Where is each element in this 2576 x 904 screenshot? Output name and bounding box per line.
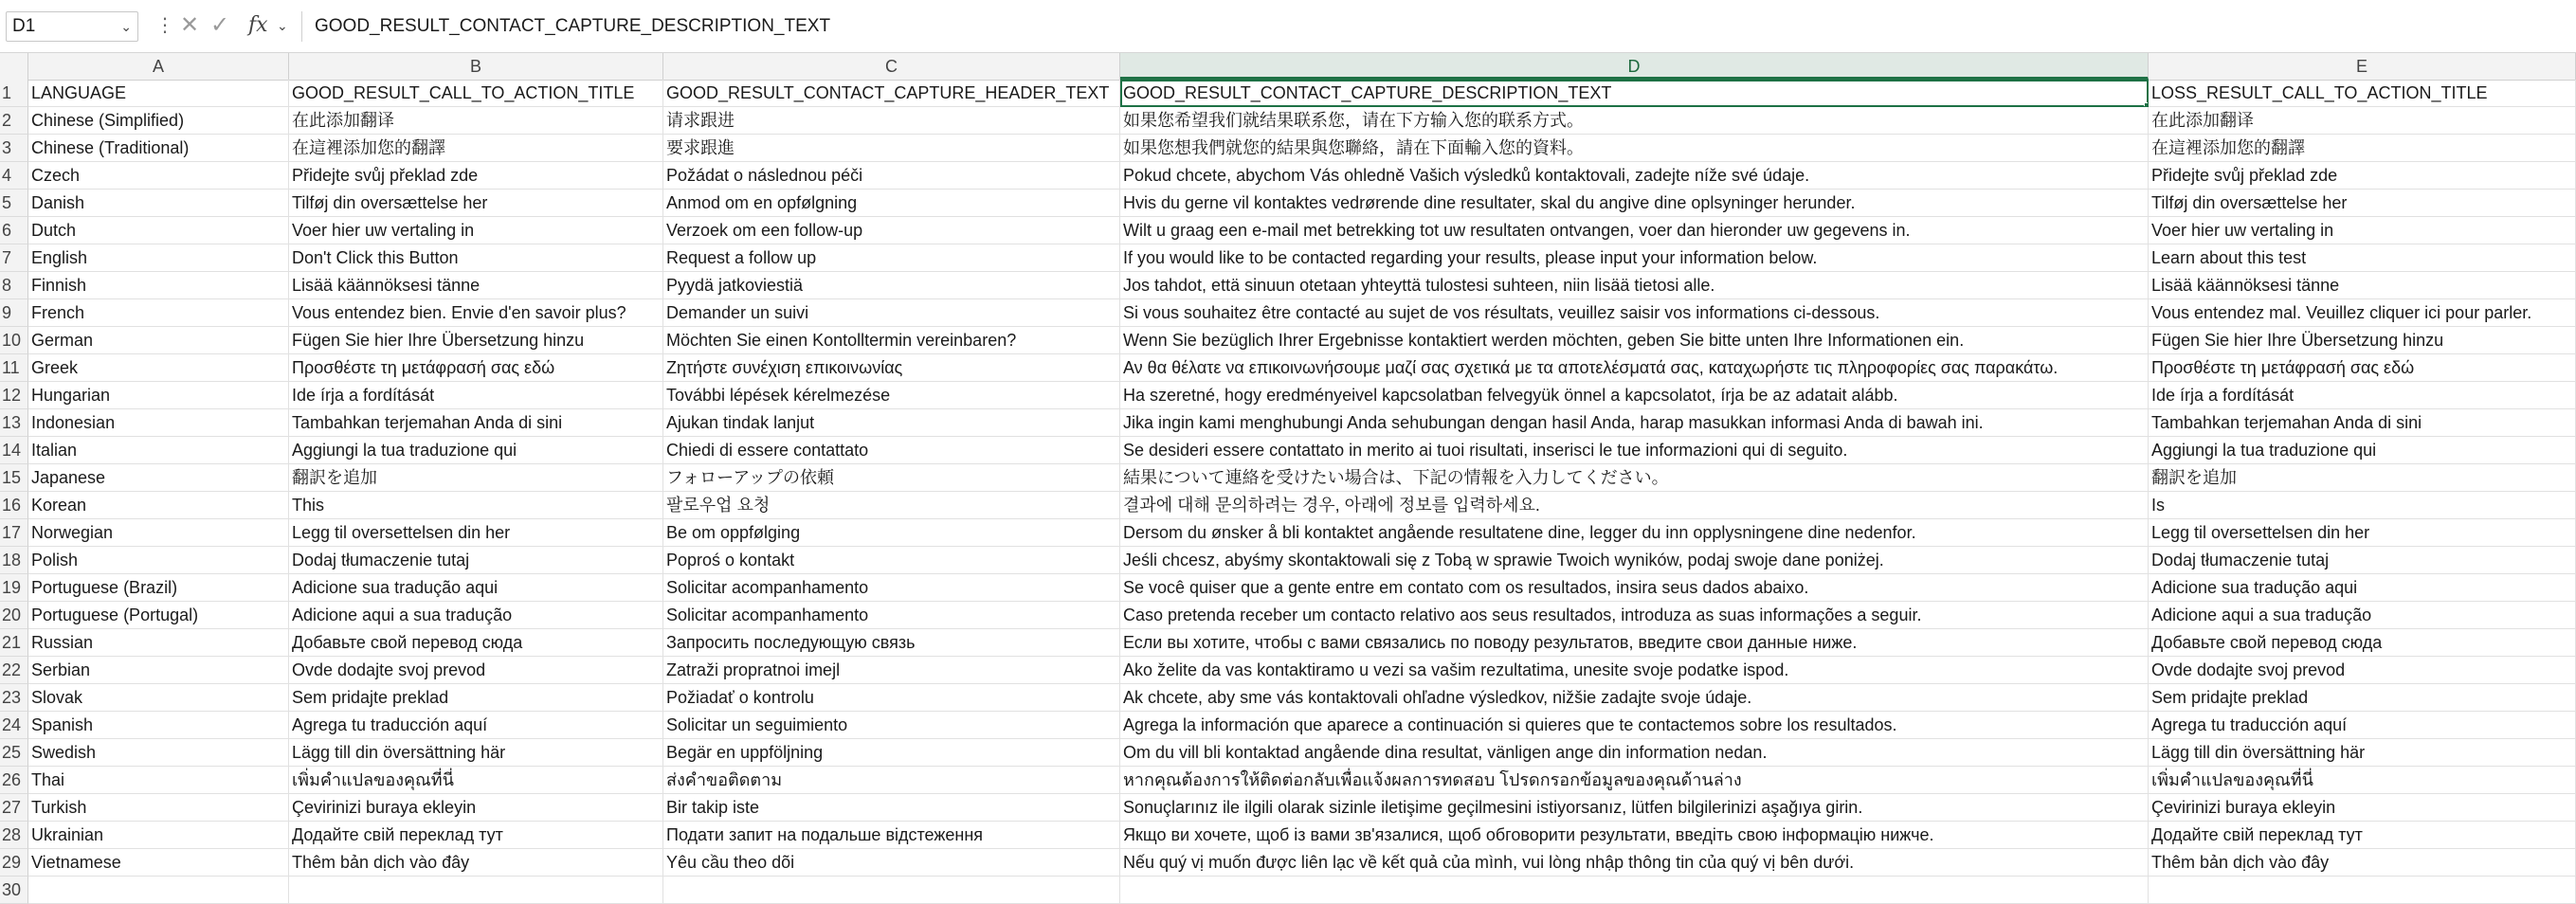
cell-a8[interactable]: Finnish (28, 272, 289, 299)
insert-function-icon[interactable]: fx (248, 13, 268, 37)
cell-d14[interactable]: Se desideri essere contattato in merito ai tuoi risultati, inserisci le tue informazioni qui di seguito. (1120, 437, 2149, 464)
table-row (0, 299, 2576, 327)
cell-e7[interactable]: Learn about this test (2149, 244, 2576, 272)
table-row (0, 519, 2576, 547)
cell-b6[interactable]: Voer hier uw vertaling in (289, 217, 663, 244)
cell-a14[interactable]: Italian (28, 437, 289, 464)
cell-b20[interactable]: Adicione aqui a sua tradução (289, 602, 663, 629)
cell-e14[interactable]: Aggiungi la tua traduzione qui (2149, 437, 2576, 464)
row-header[interactable]: 15 (0, 464, 28, 492)
cell-e6[interactable]: Voer hier uw vertaling in (2149, 217, 2576, 244)
column-header-row (0, 53, 2576, 81)
cell-d25[interactable]: Om du vill bli kontaktad angående dina resultat, vänligen ange din information nedan. (1120, 739, 2149, 767)
cell-e12[interactable]: Ide írja a fordítását (2149, 382, 2576, 409)
cell-d7[interactable]: If you would like to be contacted regarding your results, please input your information below. (1120, 244, 2149, 272)
cell-b9[interactable]: Vous entendez bien. Envie d'en savoir plus? (289, 299, 663, 327)
cell-e26[interactable]: เพิ่มคำแปลของคุณที่นี่ (2149, 767, 2576, 794)
cell-d16[interactable]: 결과에 대해 문의하려는 경우, 아래에 정보를 입력하세요. (1120, 492, 2149, 519)
row-header[interactable]: 21 (0, 629, 28, 657)
cell-a23[interactable]: Slovak (28, 684, 289, 712)
cell-c10[interactable]: Möchten Sie einen Kontolltermin vereinbaren? (663, 327, 1120, 354)
cell-c14[interactable]: Chiedi di essere contattato (663, 437, 1120, 464)
cell-e8[interactable]: Lisää käännöksesi tänne (2149, 272, 2576, 299)
cell-d17[interactable]: Dersom du ønsker å bli kontaktet angående resultatene dine, legger du inn opplysningene dine nedenfor. (1120, 519, 2149, 547)
cell-c27[interactable]: Bir takip iste (663, 794, 1120, 822)
cell-e3[interactable]: 在這裡添加您的翻譯 (2149, 135, 2576, 162)
cell-d11[interactable]: Αν θα θέλατε να επικοινωνήσουμε μαζί σας σχετικά με τα αποτελέσματά σας, καταχωρήστε τις πληροφορίες σας παρακάτω. (1120, 354, 2149, 382)
cell-e1[interactable]: LOSS_RESULT_CALL_TO_ACTION_TITLE (2149, 80, 2576, 107)
table-row (0, 629, 2576, 657)
table-row (0, 849, 2576, 877)
cell-e23[interactable]: Sem pridajte preklad (2149, 684, 2576, 712)
cell-d15[interactable]: 結果について連絡を受けたい場合は、下記の情報を入力してください。 (1120, 464, 2149, 492)
cell-a16[interactable]: Korean (28, 492, 289, 519)
cell-e28[interactable]: Додайте свій переклад тут (2149, 822, 2576, 849)
cell-b21[interactable]: Добавьте свой перевод сюда (289, 629, 663, 657)
cell-e16[interactable]: Is (2149, 492, 2576, 519)
cell-e9[interactable]: Vous entendez mal. Veuillez cliquer ici pour parler. (2149, 299, 2576, 327)
cell-c11[interactable]: Ζητήστε συνέχιση επικοινωνίας (663, 354, 1120, 382)
table-row (0, 244, 2576, 272)
column-header-c[interactable]: C (663, 53, 1120, 80)
fill-handle[interactable] (2144, 102, 2149, 107)
cell-c3[interactable]: 要求跟進 (663, 135, 1120, 162)
spreadsheet-grid[interactable] (0, 53, 2576, 904)
cell-a15[interactable]: Japanese (28, 464, 289, 492)
more-options-icon[interactable]: ⋮ (155, 15, 174, 36)
table-row (0, 464, 2576, 492)
cell-c4[interactable]: Požádat o následnou péči (663, 162, 1120, 190)
row-header[interactable]: 1 (0, 80, 28, 107)
chevron-down-icon[interactable]: ⌄ (120, 19, 132, 34)
table-row (0, 877, 2576, 904)
row-header[interactable]: 27 (0, 794, 28, 822)
table-row (0, 162, 2576, 190)
table-row (0, 794, 2576, 822)
cell-a30[interactable] (28, 877, 289, 904)
table-row (0, 602, 2576, 629)
cell-b23[interactable]: Sem pridajte preklad (289, 684, 663, 712)
cell-c24[interactable]: Solicitar un seguimiento (663, 712, 1120, 739)
table-row (0, 739, 2576, 767)
column-header-d[interactable]: D (1120, 53, 2149, 80)
cell-e18[interactable]: Dodaj tłumaczenie tutaj (2149, 547, 2576, 574)
cell-c18[interactable]: Poproś o kontakt (663, 547, 1120, 574)
name-box[interactable] (6, 11, 138, 42)
row-header[interactable]: 10 (0, 327, 28, 354)
row-header[interactable]: 11 (0, 354, 28, 382)
cell-c29[interactable]: Yêu cầu theo dõi (663, 849, 1120, 877)
cell-c15[interactable]: フォローアップの依頼 (663, 464, 1120, 492)
cell-a17[interactable]: Norwegian (28, 519, 289, 547)
cell-c16[interactable]: 팔로우업 요청 (663, 492, 1120, 519)
select-all-corner[interactable] (0, 53, 28, 80)
cell-c22[interactable]: Zatraži propratnoi imejl (663, 657, 1120, 684)
cell-c19[interactable]: Solicitar acompanhamento (663, 574, 1120, 602)
cell-a7[interactable]: English (28, 244, 289, 272)
row-header[interactable]: 23 (0, 684, 28, 712)
cell-b15[interactable]: 翻訳を追加 (289, 464, 663, 492)
chevron-down-icon[interactable]: ⌄ (277, 18, 288, 33)
cell-a2[interactable]: Chinese (Simplified) (28, 107, 289, 135)
cell-e30[interactable] (2149, 877, 2576, 904)
cell-d23[interactable]: Ak chcete, aby sme vás kontaktovali ohľadne výsledkov, nižšie zadajte svoje údaje. (1120, 684, 2149, 712)
row-header[interactable]: 20 (0, 602, 28, 629)
cell-a11[interactable]: Greek (28, 354, 289, 382)
row-header[interactable]: 9 (0, 299, 28, 327)
row-header[interactable]: 22 (0, 657, 28, 684)
cell-c28[interactable]: Подати запит на подальше відстеження (663, 822, 1120, 849)
cell-c20[interactable]: Solicitar acompanhamento (663, 602, 1120, 629)
row-header[interactable]: 3 (0, 135, 28, 162)
cell-c30[interactable] (663, 877, 1120, 904)
cell-c23[interactable]: Požiadať o kontrolu (663, 684, 1120, 712)
row-header[interactable]: 17 (0, 519, 28, 547)
cell-a6[interactable]: Dutch (28, 217, 289, 244)
table-row (0, 767, 2576, 794)
cell-c26[interactable]: ส่งคำขอติดตาม (663, 767, 1120, 794)
cell-b8[interactable]: Lisää käännöksesi tänne (289, 272, 663, 299)
row-header[interactable]: 2 (0, 107, 28, 135)
cell-b17[interactable]: Legg til oversettelsen din her (289, 519, 663, 547)
cell-a27[interactable]: Turkish (28, 794, 289, 822)
cell-e24[interactable]: Agrega tu traducción aquí (2149, 712, 2576, 739)
cell-c17[interactable]: Be om oppfølging (663, 519, 1120, 547)
cell-c9[interactable]: Demander un suivi (663, 299, 1120, 327)
cell-c2[interactable]: 请求跟进 (663, 107, 1120, 135)
cell-c13[interactable]: Ajukan tindak lanjut (663, 409, 1120, 437)
cell-d3[interactable]: 如果您想我們就您的結果與您聯絡，請在下面輸入您的資料。 (1120, 135, 2149, 162)
row-header[interactable]: 18 (0, 547, 28, 574)
cell-a20[interactable]: Portuguese (Portugal) (28, 602, 289, 629)
cell-b25[interactable]: Lägg till din översättning här (289, 739, 663, 767)
cell-d6[interactable]: Wilt u graag een e-mail met betrekking tot uw resultaten ontvangen, voer dan hieronder uw gegevens in. (1120, 217, 2149, 244)
cell-a21[interactable]: Russian (28, 629, 289, 657)
column-header-b[interactable]: B (289, 53, 663, 80)
cell-e20[interactable]: Adicione aqui a sua tradução (2149, 602, 2576, 629)
table-row (0, 354, 2576, 382)
table-row (0, 190, 2576, 217)
cell-a12[interactable]: Hungarian (28, 382, 289, 409)
cell-d8[interactable]: Jos tahdot, että sinuun otetaan yhteyttä tulostesi suhteen, niin lisää tietosi alle. (1120, 272, 2149, 299)
row-header[interactable]: 24 (0, 712, 28, 739)
cell-a5[interactable]: Danish (28, 190, 289, 217)
table-row (0, 327, 2576, 354)
row-header[interactable]: 8 (0, 272, 28, 299)
table-row (0, 657, 2576, 684)
cell-b1[interactable]: GOOD_RESULT_CALL_TO_ACTION_TITLE (289, 80, 663, 107)
cell-b24[interactable]: Agrega tu traducción aquí (289, 712, 663, 739)
cell-b7[interactable]: Don't Click this Button (289, 244, 663, 272)
row-header[interactable]: 12 (0, 382, 28, 409)
cell-a25[interactable]: Swedish (28, 739, 289, 767)
cell-b16[interactable]: This (289, 492, 663, 519)
cell-b4[interactable]: Přidejte svůj překlad zde (289, 162, 663, 190)
cell-d1[interactable]: GOOD_RESULT_CONTACT_CAPTURE_DESCRIPTION_TEXT (1120, 80, 2149, 107)
cell-a19[interactable]: Portuguese (Brazil) (28, 574, 289, 602)
formula-input[interactable]: GOOD_RESULT_CONTACT_CAPTURE_DESCRIPTION_TEXT (315, 16, 831, 36)
cell-b5[interactable]: Tilføj din oversættelse her (289, 190, 663, 217)
cell-e13[interactable]: Tambahkan terjemahan Anda di sini (2149, 409, 2576, 437)
name-box-value: D1 (12, 16, 36, 36)
cell-e29[interactable]: Thêm bản dịch vào đây (2149, 849, 2576, 877)
cell-b19[interactable]: Adicione sua tradução aqui (289, 574, 663, 602)
row-header[interactable]: 29 (0, 849, 28, 877)
cell-d30[interactable] (1120, 877, 2149, 904)
cell-b3[interactable]: 在這裡添加您的翻譯 (289, 135, 663, 162)
table-row (0, 437, 2576, 464)
cell-b29[interactable]: Thêm bản dịch vào đây (289, 849, 663, 877)
row-header[interactable]: 19 (0, 574, 28, 602)
cell-c1[interactable]: GOOD_RESULT_CONTACT_CAPTURE_HEADER_TEXT (663, 80, 1120, 107)
cell-a18[interactable]: Polish (28, 547, 289, 574)
cell-e10[interactable]: Fügen Sie hier Ihre Übersetzung hinzu (2149, 327, 2576, 354)
cell-d12[interactable]: Ha szeretné, hogy eredményeivel kapcsolatban felvegyük önnel a kapcsolatot, írja be az adatait alább. (1120, 382, 2149, 409)
cell-d4[interactable]: Pokud chcete, abychom Vás ohledně Vašich výsledků kontaktovali, zadejte níže své údaje. (1120, 162, 2149, 190)
cell-d27[interactable]: Sonuçlarınız ile ilgili olarak sizinle iletişime geçilmesini istiyorsanız, lütfen bilgilerinizi aşağıya girin. (1120, 794, 2149, 822)
cell-e15[interactable]: 翻訳を追加 (2149, 464, 2576, 492)
row-header[interactable]: 26 (0, 767, 28, 794)
cell-d18[interactable]: Jeśli chcesz, abyśmy skontaktowali się z Tobą w sprawie Twoich wyników, podaj swoje dane poniżej. (1120, 547, 2149, 574)
row-header[interactable]: 5 (0, 190, 28, 217)
enter-icon[interactable]: ✓ (210, 12, 230, 38)
cell-a4[interactable]: Czech (28, 162, 289, 190)
column-header-a[interactable]: A (28, 53, 289, 80)
cell-d19[interactable]: Se você quiser que a gente entre em contato com os resultados, insira seus dados abaixo. (1120, 574, 2149, 602)
table-row (0, 272, 2576, 299)
cell-c5[interactable]: Anmod om en opfølgning (663, 190, 1120, 217)
cell-b11[interactable]: Προσθέστε τη μετάφρασή σας εδώ (289, 354, 663, 382)
table-row (0, 382, 2576, 409)
row-header[interactable]: 14 (0, 437, 28, 464)
table-row (0, 135, 2576, 162)
cell-b30[interactable] (289, 877, 663, 904)
cell-e4[interactable]: Přidejte svůj překlad zde (2149, 162, 2576, 190)
cell-d5[interactable]: Hvis du gerne vil kontaktes vedrørende dine resultater, skal du angive dine oplsyninger herunder. (1120, 190, 2149, 217)
row-header[interactable]: 6 (0, 217, 28, 244)
table-row (0, 409, 2576, 437)
cell-a3[interactable]: Chinese (Traditional) (28, 135, 289, 162)
cell-c7[interactable]: Request a follow up (663, 244, 1120, 272)
cell-e25[interactable]: Lägg till din översättning här (2149, 739, 2576, 767)
cell-e21[interactable]: Добавьте свой перевод сюда (2149, 629, 2576, 657)
cell-d21[interactable]: Если вы хотите, чтобы с вами связались по поводу результатов, введите свои данные ниже. (1120, 629, 2149, 657)
row-header[interactable]: 25 (0, 739, 28, 767)
table-row (0, 574, 2576, 602)
table-row (0, 107, 2576, 135)
cell-a1[interactable]: LANGUAGE (28, 80, 289, 107)
cancel-icon[interactable]: ✕ (180, 12, 200, 38)
table-row (0, 684, 2576, 712)
cell-d24[interactable]: Agrega la información que aparece a continuación si quieres que te contactemos sobre los resultados. (1120, 712, 2149, 739)
cell-c12[interactable]: További lépések kérelmezése (663, 382, 1120, 409)
cell-e2[interactable]: 在此添加翻译 (2149, 107, 2576, 135)
cell-c21[interactable]: Запросить последующую связь (663, 629, 1120, 657)
cell-c8[interactable]: Pyydä jatkoviestiä (663, 272, 1120, 299)
cell-a28[interactable]: Ukrainian (28, 822, 289, 849)
cell-a10[interactable]: German (28, 327, 289, 354)
cell-d28[interactable]: Якщо ви хочете, щоб із вами зв'язалися, щоб обговорити результати, введіть свою інформацію нижче. (1120, 822, 2149, 849)
cell-b14[interactable]: Aggiungi la tua traduzione qui (289, 437, 663, 464)
cell-a24[interactable]: Spanish (28, 712, 289, 739)
cell-d26[interactable]: หากคุณต้องการให้ติดต่อกลับเพื่อแจ้งผลการทดสอบ โปรดกรอกข้อมูลของคุณด้านล่าง (1120, 767, 2149, 794)
cell-e27[interactable]: Çevirinizi buraya ekleyin (2149, 794, 2576, 822)
cell-a9[interactable]: French (28, 299, 289, 327)
formula-bar-divider (301, 11, 302, 42)
cell-d10[interactable]: Wenn Sie bezüglich Ihrer Ergebnisse kontaktiert werden möchten, geben Sie bitte unten Ihre Informationen ein. (1120, 327, 2149, 354)
cell-d29[interactable]: Nếu quý vị muốn được liên lạc về kết quả của mình, vui lòng nhập thông tin của quý vị bên dưới. (1120, 849, 2149, 877)
table-row (0, 712, 2576, 739)
formula-bar (0, 0, 2576, 53)
cell-a22[interactable]: Serbian (28, 657, 289, 684)
cell-b22[interactable]: Ovde dodajte svoj prevod (289, 657, 663, 684)
row-header[interactable]: 13 (0, 409, 28, 437)
row-header[interactable]: 28 (0, 822, 28, 849)
cell-b18[interactable]: Dodaj tłumaczenie tutaj (289, 547, 663, 574)
cell-d13[interactable]: Jika ingin kami menghubungi Anda sehubungan dengan hasil Anda, harap masukkan informasi Anda di bawah ini. (1120, 409, 2149, 437)
cell-a26[interactable]: Thai (28, 767, 289, 794)
cell-a13[interactable]: Indonesian (28, 409, 289, 437)
cell-b27[interactable]: Çevirinizi buraya ekleyin (289, 794, 663, 822)
cell-a29[interactable]: Vietnamese (28, 849, 289, 877)
cell-e5[interactable]: Tilføj din oversættelse her (2149, 190, 2576, 217)
cell-b26[interactable]: เพิ่มคำแปลของคุณที่นี่ (289, 767, 663, 794)
table-row (0, 217, 2576, 244)
column-header-e[interactable]: E (2149, 53, 2576, 80)
row-header[interactable]: 30 (0, 877, 28, 904)
cell-c6[interactable]: Verzoek om een follow-up (663, 217, 1120, 244)
cell-b10[interactable]: Fügen Sie hier Ihre Übersetzung hinzu (289, 327, 663, 354)
cell-e19[interactable]: Adicione sua tradução aqui (2149, 574, 2576, 602)
cell-b28[interactable]: Додайте свій переклад тут (289, 822, 663, 849)
cell-c25[interactable]: Begär en uppföljning (663, 739, 1120, 767)
cell-d20[interactable]: Caso pretenda receber um contacto relativo aos seus resultados, introduza as suas informações a seguir. (1120, 602, 2149, 629)
cell-d2[interactable]: 如果您希望我们就结果联系您，请在下方输入您的联系方式。 (1120, 107, 2149, 135)
table-row (0, 822, 2576, 849)
table-row (0, 80, 2576, 107)
cell-e11[interactable]: Προσθέστε τη μετάφρασή σας εδώ (2149, 354, 2576, 382)
cell-d22[interactable]: Ako želite da vas kontaktiramo u vezi sa vašim rezultatima, unesite svoje podatke ispod. (1120, 657, 2149, 684)
row-header[interactable]: 16 (0, 492, 28, 519)
cell-b13[interactable]: Tambahkan terjemahan Anda di sini (289, 409, 663, 437)
cell-d9[interactable]: Si vous souhaitez être contacté au sujet de vos résultats, veuillez saisir vos informations ci-dessous. (1120, 299, 2149, 327)
table-row (0, 492, 2576, 519)
cell-e22[interactable]: Ovde dodajte svoj prevod (2149, 657, 2576, 684)
cell-b12[interactable]: Ide írja a fordítását (289, 382, 663, 409)
row-header[interactable]: 4 (0, 162, 28, 190)
table-row (0, 547, 2576, 574)
cell-b2[interactable]: 在此添加翻译 (289, 107, 663, 135)
row-header[interactable]: 7 (0, 244, 28, 272)
cell-e17[interactable]: Legg til oversettelsen din her (2149, 519, 2576, 547)
